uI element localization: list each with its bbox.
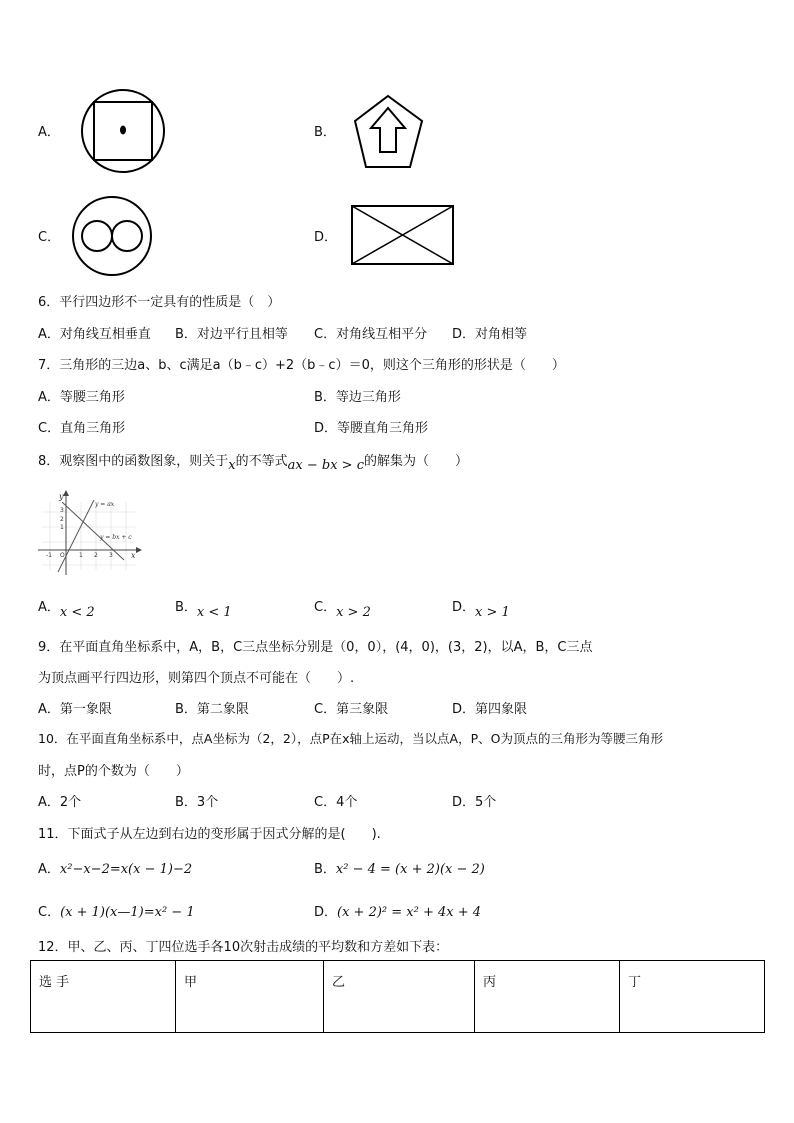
q5-figure-b bbox=[353, 94, 425, 170]
q11-option-b[interactable] bbox=[314, 858, 485, 877]
q11-stem: 11．下面式子从左边到右边的变形属于因式分解的是( ). bbox=[38, 827, 381, 842]
q8-line2-label: y = bx + c bbox=[100, 534, 132, 541]
q6-option-b[interactable]: B．对边平行且相等 bbox=[175, 327, 288, 342]
q11-option-d[interactable] bbox=[314, 901, 481, 920]
q5-figure-d bbox=[350, 204, 456, 266]
q11-option-d-expr: (x + 2)² = x² + 4x + 4 bbox=[337, 905, 482, 920]
q12-stem: 12．甲、乙、丙、丁四位选手各10次射击成绩的平均数和方差如下表： bbox=[38, 940, 449, 955]
q8-option-d-expr: x > 1 bbox=[475, 605, 510, 620]
q8-stem-prefix: 8．观察图中的函数图象，则关于 bbox=[38, 454, 229, 469]
q9-option-a[interactable]: A．第一象限 bbox=[38, 702, 112, 717]
q5-option-c-label[interactable]: C． bbox=[38, 230, 61, 245]
q6-stem: 6．平行四边形不一定具有的性质是（ ） bbox=[38, 295, 281, 310]
q8-function-graph bbox=[36, 490, 146, 580]
q5-figure-a bbox=[80, 89, 166, 173]
q9-option-c[interactable]: C．第三象限 bbox=[314, 702, 389, 717]
q8-option-b-expr: x < 1 bbox=[196, 605, 232, 620]
q11-option-c-label: C． bbox=[38, 905, 61, 920]
q11-option-a-expr: x²−x−2=x(x − 1)−2 bbox=[59, 862, 193, 877]
q7-stem: 7．三角形的三边a、b、c满足a（b﹣c）+2（b﹣c）＝0，则这个三角形的形状是（ ） bbox=[38, 358, 565, 373]
q11-option-a-label: A． bbox=[38, 862, 60, 877]
q7-option-a[interactable]: A．等腰三角形 bbox=[38, 390, 125, 405]
table-header-player: 选 手 bbox=[31, 961, 176, 1033]
q5-figure-c bbox=[68, 196, 156, 276]
q8-stem-mid: 的不等式 bbox=[235, 454, 288, 469]
q11-option-c-expr: (x + 1)(x—1)=x² − 1 bbox=[60, 905, 195, 920]
q5-option-a-label[interactable]: A． bbox=[38, 125, 60, 140]
q8-stem-suffix: 的解集为（ ） bbox=[363, 454, 468, 469]
q12-results-table bbox=[30, 960, 765, 1033]
q11-option-c[interactable] bbox=[38, 901, 195, 920]
q6-option-a[interactable]: A．对角线互相垂直 bbox=[38, 327, 151, 342]
q8-option-d-label: D． bbox=[452, 600, 476, 615]
q8-option-b[interactable] bbox=[175, 596, 232, 620]
q11-option-a[interactable] bbox=[38, 858, 192, 877]
q9-option-b[interactable]: B．第二象限 bbox=[175, 702, 249, 717]
q8-option-a-expr: x < 2 bbox=[59, 605, 95, 620]
q5-option-d-label[interactable]: D． bbox=[314, 230, 338, 245]
q8-option-d[interactable] bbox=[452, 596, 510, 620]
q8-tick-x-2: 2 bbox=[94, 552, 98, 559]
q8-tick-x-3: 3 bbox=[109, 552, 113, 559]
q10-stem-line2: 时，点P的个数为（ ） bbox=[38, 764, 189, 779]
q8-option-a-label: A． bbox=[38, 600, 60, 615]
q8-option-c-expr: x > 2 bbox=[336, 605, 371, 620]
q7-option-c[interactable]: C．直角三角形 bbox=[38, 421, 126, 436]
q8-tick-x-1: 1 bbox=[79, 552, 83, 559]
q8-option-a[interactable] bbox=[38, 596, 95, 620]
q8-stem bbox=[38, 450, 468, 473]
q6-option-d[interactable]: D．对角相等 bbox=[452, 327, 528, 342]
table-header-yi: 乙 bbox=[324, 961, 475, 1033]
q8-option-c-label: C． bbox=[314, 600, 337, 615]
q10-option-a[interactable]: A．2个 bbox=[38, 795, 82, 810]
q11-option-d-label: D． bbox=[314, 905, 338, 920]
q6-option-c[interactable]: C．对角线互相平分 bbox=[314, 327, 428, 342]
q8-tick-y-2: 2 bbox=[60, 516, 64, 523]
q10-stem-line1: 10．在平面直角坐标系中，点A坐标为（2，2），点P在x轴上运动，当以点A，P、O为顶点的三角形为等腰三角形 bbox=[38, 731, 663, 746]
q8-stem-inequality: ax − bx > c bbox=[287, 458, 364, 473]
q7-option-d[interactable]: D．等腰直角三角形 bbox=[314, 421, 429, 436]
q8-stem-var: x bbox=[228, 458, 236, 473]
q8-tick-y-1: 1 bbox=[60, 524, 64, 531]
q8-tick-x-neg1: -1 bbox=[46, 552, 52, 559]
table-header-bing: 丙 bbox=[475, 961, 620, 1033]
q11-option-b-label: B． bbox=[314, 862, 336, 877]
table-header-jia: 甲 bbox=[176, 961, 324, 1033]
q10-option-c[interactable]: C．4个 bbox=[314, 795, 358, 810]
q8-origin-label: O bbox=[60, 552, 65, 559]
q8-axis-y-label: y bbox=[59, 492, 64, 501]
q8-option-b-label: B． bbox=[175, 600, 197, 615]
table-header-ding: 丁 bbox=[620, 961, 765, 1033]
q9-stem-line1: 9．在平面直角坐标系中，A，B，C三点坐标分别是（0，0），(4，0)，(3，2)，以A，B，C三点 bbox=[38, 640, 593, 655]
q5-option-b-label[interactable]: B． bbox=[314, 125, 336, 140]
q8-axis-x-label: x bbox=[131, 551, 136, 560]
q8-line1-label: y = ax bbox=[95, 501, 115, 508]
q9-stem-line2: 为顶点画平行四边形，则第四个顶点不可能在（ ）. bbox=[38, 671, 355, 686]
q8-option-c[interactable] bbox=[314, 596, 371, 620]
q9-option-d[interactable]: D．第四象限 bbox=[452, 702, 528, 717]
table-row bbox=[31, 961, 765, 1033]
q8-tick-y-3: 3 bbox=[60, 507, 64, 514]
q11-option-b-expr: x² − 4 = (x + 2)(x − 2) bbox=[335, 862, 485, 877]
q10-option-d[interactable]: D．5个 bbox=[452, 795, 497, 810]
q10-option-b[interactable]: B．3个 bbox=[175, 795, 219, 810]
q7-option-b[interactable]: B．等边三角形 bbox=[314, 390, 401, 405]
